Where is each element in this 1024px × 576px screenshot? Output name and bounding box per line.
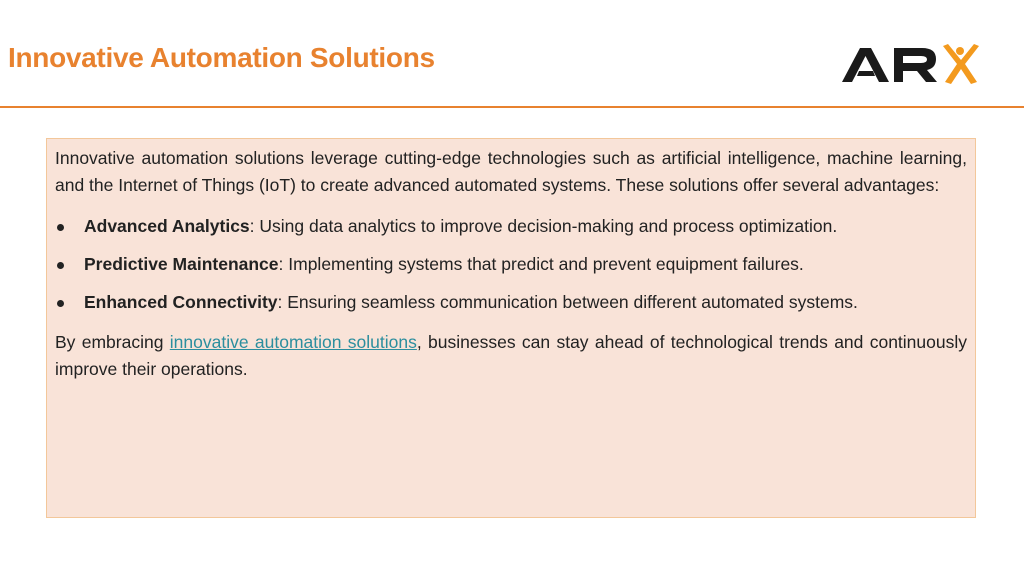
closing-text-before: By embracing	[55, 332, 170, 352]
bullet-text: : Using data analytics to improve decision-making and process optimization.	[249, 216, 838, 236]
advantages-list	[55, 213, 967, 316]
bullet-term: Advanced Analytics	[84, 216, 250, 236]
logo-letter-r	[894, 48, 937, 82]
logo-figure-x	[943, 44, 979, 84]
bullet-term: Enhanced Connectivity	[84, 292, 278, 312]
logo-letter-a	[842, 48, 889, 82]
list-item	[55, 251, 967, 278]
closing-text-after: , businesses can stay ahead of technological trends and continuously improve their operations.	[55, 332, 967, 379]
bullet-icon	[57, 300, 64, 307]
list-item	[55, 213, 967, 240]
list-item	[55, 289, 967, 316]
intro-paragraph: Innovative automation solutions leverage cutting-edge technologies such as artificial intelligence, machine learning, and the Internet of Things (IoT) to create advanced automated systems. These solutions offer several advantages:	[55, 148, 967, 195]
header-divider	[0, 106, 1024, 108]
bullet-icon	[57, 224, 64, 231]
slide-title: Innovative Automation Solutions	[8, 42, 435, 73]
innovative-automation-link[interactable]: innovative automation solutions	[169, 332, 417, 352]
content-box	[46, 138, 976, 518]
bullet-text: : Ensuring seamless communication between different automated systems.	[277, 292, 858, 312]
bullet-term: Predictive Maintenance	[84, 254, 279, 274]
closing-paragraph	[55, 329, 967, 383]
bullet-text: : Implementing systems that predict and prevent equipment failures.	[278, 254, 804, 274]
arx-logo	[840, 40, 990, 86]
bullet-icon	[57, 262, 64, 269]
